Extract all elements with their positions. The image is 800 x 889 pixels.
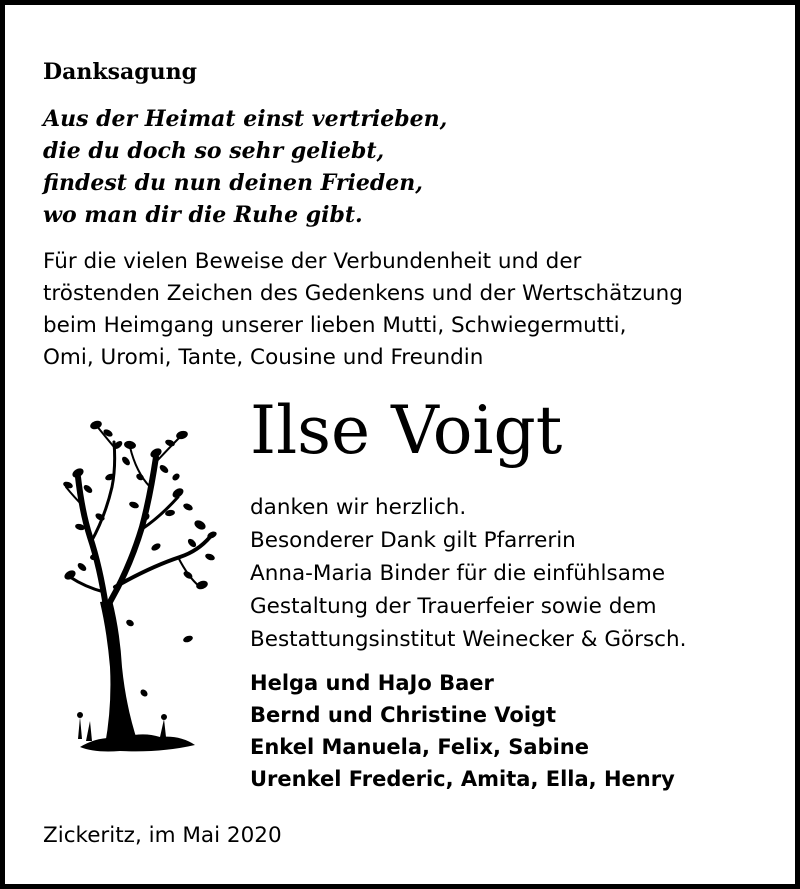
gratitude-line: Für die vielen Beweise der Verbundenheit und der (43, 249, 582, 274)
mourner-entry: Urenkel Frederic, Amita, Ella, Henry (250, 767, 675, 791)
notice-heading: Danksagung (43, 59, 197, 85)
thanks-line: Bestattungsinstitut Weinecker & Görsch. (250, 627, 687, 652)
mourners-list (250, 667, 675, 795)
mourner-entry: Bernd und Christine Voigt (250, 703, 557, 727)
gratitude-line: Omi, Uromi, Tante, Cousine und Freundin (43, 345, 484, 370)
poem-line: die du doch so sehr geliebt, (43, 138, 385, 164)
gratitude-line: beim Heimgang unserer lieben Mutti, Schwiegermutti, (43, 313, 627, 338)
poem-line: wo man dir die Ruhe gibt. (43, 202, 363, 228)
gratitude-line: tröstenden Zeichen des Gedenkens und der Wertschätzung (43, 281, 683, 306)
thanks-line: Gestaltung der Trauerfeier sowie dem (250, 594, 657, 619)
thanks-line: Besonderer Dank gilt Pfarrerin (250, 528, 576, 553)
mourner-entry: Helga und HaJo Baer (250, 671, 494, 695)
tree-icon (60, 417, 220, 757)
thanks-line: Anna-Maria Binder für die einfühlsame (250, 561, 666, 586)
memorial-poem (43, 103, 447, 231)
poem-line: Aus der Heimat einst vertrieben, (43, 106, 448, 132)
place-date: Zickeritz, im Mai 2020 (43, 823, 282, 848)
mourner-entry: Enkel Manuela, Felix, Sabine (250, 735, 590, 759)
gratitude-paragraph (43, 246, 683, 374)
poem-line: findest du nun deinen Frieden, (43, 170, 423, 196)
thanks-paragraph (250, 491, 686, 656)
deceased-name: Ilse Voigt (250, 392, 563, 469)
thanks-line: danken wir herzlich. (250, 495, 467, 520)
